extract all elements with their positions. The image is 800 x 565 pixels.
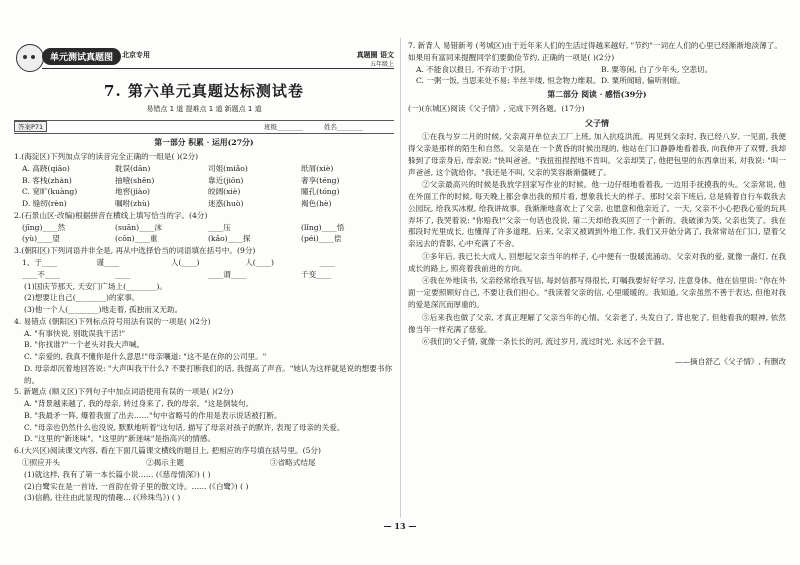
region-label: 北京专用 [122, 51, 150, 59]
q3-sub: (2)想要让自己(________)的家事。 [24, 293, 140, 303]
pinyin-blank[interactable]: (suān)____沫 [115, 222, 162, 232]
brand-label: 真题圈 语文 [356, 51, 394, 59]
pinyin-blank[interactable]: ____压 [208, 222, 231, 232]
question-6: 6.(大兴区)阅读课文内容, 看在下面几篇课文横线的题目上, 把相应的序号填在括号里。(5分) [14, 446, 321, 456]
column-divider [400, 38, 401, 518]
idiom-blank[interactable]: ____ [319, 257, 335, 267]
pinyin-blank[interactable]: (yù)____望 [22, 234, 60, 244]
q5-option: A. "背景越来越了, 我的母亲, 转过身来了, 我的母亲。"这是倒装句。 [24, 399, 254, 409]
page-header [14, 44, 394, 74]
q1-option: 迷惑(huò) [208, 199, 244, 209]
mascot-icon [16, 44, 44, 72]
q5-option: C. "母亲也仍然什么也没说, 默默地听着"这句话, 描写了母亲对孩子的默许, 表现了母亲的关爱。 [24, 422, 345, 432]
story-credit: ——摘自舒乙《父子情》, 有删改 [674, 356, 786, 366]
q6-choice: ③省略式结尾 [270, 457, 316, 467]
q1-option: 靠近(jiōn) [208, 175, 244, 185]
q1-option: C. 宽旷(kuàng) [22, 187, 78, 197]
answer-ref: 答案P71 [14, 121, 47, 132]
q7-options [408, 64, 786, 88]
series-badge: 单元测试真题图 [42, 48, 121, 65]
header-rule [42, 68, 394, 69]
q6-choice: ②揭示主题 [146, 457, 184, 467]
right-column [408, 40, 786, 375]
pinyin-blank[interactable]: (kǎo)____探 [208, 234, 251, 244]
class-field: 班级________ [264, 123, 303, 131]
idiom-blank[interactable]: ____谓____ [208, 269, 246, 279]
q4-option: B. "你找谁?"一个老头对我大声喊。 [24, 340, 145, 350]
q5-option: D. "这里的"新迷味"。"这里的"新迷味"是指高兴的情感。 [24, 434, 216, 444]
q1-option: 司姐(miǎo) [208, 163, 248, 173]
q6-sub: (3)信鹤, 往往由此显现的情趣… (《珍珠鸟》) ( ) [24, 493, 181, 503]
name-field: 姓名________ [324, 123, 363, 131]
q1-option: 褐色(hè) [301, 199, 332, 209]
story-paragraph: ②父亲最高兴的时候是我放学回家写作业的时候。他一边仔细地看着我, 一边用手抚摸我的头。父亲常说, 他在外面工作的时候, 每天晚上都会拿出我的照片看, 想象我长大的样子。那时父亲下班后, 总是骑着自行车载我去公园玩, 给我买冰棍, 给我讲故事。我渐渐地喜欢上了父亲, 也愿意和他亲近了。一天, 父亲不小心把我心爱的玩具弄坏了, 我哭着说: "你赔我!"父亲一句话也没说, 第二天却给我买回了一个新的。我破涕为笑, 父亲也笑了。我在那段时光里成长, 也懂得了许多道理。后来, 父亲又被调到外地工作, 我们又开始分离了, 我常常站在门口, 望着父亲远去的背影, 心中充满了不舍。 [408, 180, 786, 249]
q2-row [14, 222, 394, 234]
idiom-blank[interactable]: 1、于____ [22, 257, 58, 267]
question-1: 1.(海淀区)下列加点字的读音完全正确的一组是( )(2分) [14, 152, 199, 162]
idiom-blank[interactable]: ____不____ [22, 269, 60, 279]
pinyin-blank[interactable]: (péi)____偿 [301, 234, 342, 244]
q6-sub: (2)白鹭实在是一首诗, 一首韵在骨子里的散文诗。…… (《白鹭》) ( ) [24, 481, 249, 491]
pinyin-blank[interactable]: (jīng)____然 [22, 222, 66, 232]
question-5: 5. 新题点 (顺义区)下列句子中加点词语使用有误的一项是( )(2分) [14, 387, 234, 397]
idiom-blank[interactable]: 千变____ [301, 269, 332, 279]
q7-option: C. 一粥一饭, 当思来处不易; 半丝半缕, 恒念物力维艰。 [416, 76, 601, 86]
q1-option: 瞳孔(tóng) [301, 187, 340, 197]
q1-option: D. 缝纫(rèn) [22, 199, 67, 209]
q6-choice: ①照应开头 [22, 457, 60, 467]
left-column [14, 135, 394, 504]
q1-option: B. 客栈(zhàn) [22, 175, 72, 185]
q1-option: 耽误(dān) [115, 163, 151, 173]
story-paragraph: ①在我与岁二月的时候, 父亲离开单位去工厂上班, 加入抗疫洪流。再见到父亲时, 我已经八岁, 一见面, 我便得父亲是那样的陌生和自然。父亲是在一个黄昏的时候出现的, 他站在门口静静地看着我, 向我伸开了双臂, 我却躲到了母亲身后, 母亲说: "快叫爸爸。"我扭扭捏捏地不肯叫。父亲却笑了, 他把包里的东西拿出来, 对我说: "叫一声爸爸, 这个就给你。"我还是不叫, 父亲的笑容渐渐僵硬了。 [408, 132, 786, 177]
q1-option: 嘱咐(zhù) [115, 199, 150, 209]
idiom-blank[interactable]: 人(____) [170, 257, 200, 267]
info-bar [14, 120, 394, 134]
q4-option: D. 母亲却沉着地回答说: "大声叫我干什么? 不要打断我们的话, 我提高了声音。"她认为这样就是说的想要书你的。 [24, 363, 393, 385]
q6-choices [14, 457, 394, 469]
story-paragraph: ⑥我们的父子情, 就像一条长长的河, 流过岁月, 流过时光, 永远不会干涸。 [422, 337, 670, 347]
pinyin-blank[interactable]: (lǐng)____悟 [301, 222, 345, 232]
q3-sub: (1)国庆节那天, 天安门广场上(________)。 [24, 281, 168, 291]
q1-options [14, 163, 394, 210]
part1-heading: 第一部分 积累 · 运用(27分) [154, 138, 254, 147]
q1-option: 纸屑(xiè) [301, 163, 334, 173]
story-paragraph: ③多年后, 我已长大成人, 回想起父亲当年的样子, 心中便有一股暖流涌动。父亲对我的爱, 就像一盏灯, 在我成长的路上, 照亮着我前进的方向。 [408, 251, 786, 273]
q1-option: 皎阔(xiè) [208, 187, 241, 197]
q2-row [14, 233, 394, 245]
q1-option: 奢享(téng) [301, 175, 340, 185]
pinyin-blank[interactable]: (cōn)____重 [115, 234, 158, 244]
question-7: 7. 新背人 易错新考 (考城区)由于近年来人们的生活过得越来越好, "节约"一词在人们的心里已经渐渐地淡薄了。如果用有富同来提醒同学们要勤俭节约, 正确的一项是( )(2分) [408, 41, 782, 62]
story-paragraph: ④我在外地读书, 父亲经常给我写信, 每封信都写得很长, 叮嘱我要好好学习, 注意身体。他在信里说: "你在外面一定要照顾好自己, 不要让我们担心。"我读着父亲的信, 心里暖暖的。我知道, 父亲虽然不善于表达, 但他对我的爱是深沉而厚重的。 [408, 276, 786, 310]
q1-option: 抽噎(shēn) [115, 175, 155, 185]
q3-row [14, 269, 394, 281]
q3-row [14, 257, 394, 269]
difficulty-stats: 易错点 1 道 提难点 1 道 新题点 1 道 [146, 105, 262, 113]
reading-intro: (一)(东城区)阅读《父子情》, 完成下列各题。(17分) [408, 104, 585, 114]
q5-option: B. "我最矛一阵, 爆着我窗了出去……"句中省略号的作用是表示说话被打断。 [24, 410, 282, 420]
question-4: 4. 易错点 (朝阳区)下列标点符号用法有误的一项是( )(2分) [14, 316, 211, 326]
page-number: — 13 — [383, 521, 417, 531]
q4-option: A. "有事快说, 别耽误我干活!" [24, 328, 126, 338]
part2-heading: 第二部分 阅读 · 感悟(39分) [547, 90, 647, 100]
q7-option: A. 不能食以报日, 不弃动于寸阴。 [416, 64, 530, 74]
story-title: 父子情 [585, 117, 609, 128]
q1-option: 地窖(jiào) [115, 187, 150, 197]
q1-option: A. 高跷(qiāo) [22, 163, 70, 173]
q7-option: D. 粟所闻暗, 偏听则暗。 [601, 76, 685, 86]
story-paragraph: ⑤后来我也做了父亲, 才真正理解了父亲当年的心情。父亲老了, 头发白了, 背也驼了, 但他看我的眼神, 依然像当年一样充满了慈爱。 [408, 312, 786, 334]
idiom-blank[interactable]: 谨____ [96, 257, 120, 267]
idiom-blank[interactable]: ____ [115, 269, 131, 279]
idiom-blank[interactable]: 人(____) [245, 257, 274, 267]
question-3: 3.(朝阳区)下列词语并非全是, 再从中选择恰当的词语填在括号中。(9分) [14, 246, 256, 256]
page-title: 7. 第六单元真题达标测试卷 [104, 82, 304, 100]
question-2: 2.(石景山区·改编)根据拼音在横线上填写恰当的字。(4分) [14, 210, 208, 220]
grade-label: 五年级上 [369, 61, 394, 68]
q6-sub: (1)就这样, 我有了第一本长篇小说…… (《慈母情深》) ( ) [24, 469, 211, 479]
q3-sub: (3)他一个人(________)地走着, 孤独而又无助。 [24, 305, 183, 315]
q7-option: B. 粟等闲, 白了少年头, 空悲切。 [601, 64, 713, 74]
q4-option: C. "亲爱的, 我真不懂你是什么意思!"母亲嚷道: "这不是在你的公司里。" [24, 352, 267, 362]
